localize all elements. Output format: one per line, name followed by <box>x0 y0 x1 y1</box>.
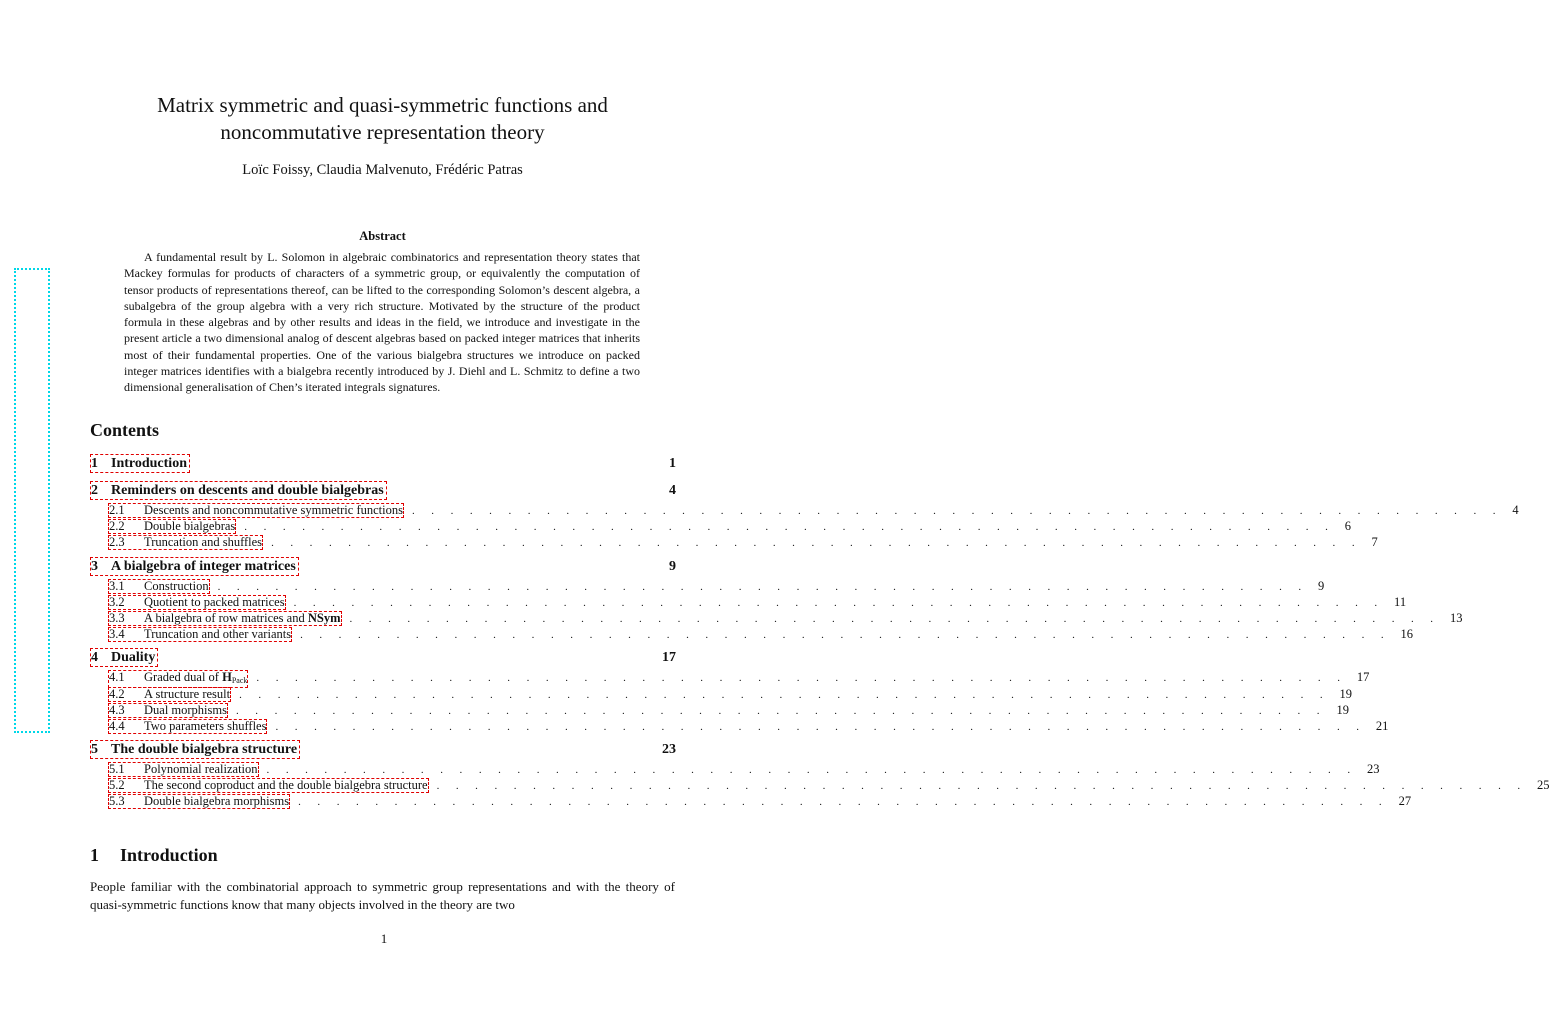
toc-section-page: 1 <box>669 456 676 471</box>
toc-section-title: Introduction <box>111 456 187 471</box>
toc-section-page: 4 <box>669 483 676 498</box>
toc-section-number: 2 <box>91 483 98 498</box>
toc-section <box>90 453 676 475</box>
toc-subsection-math: H <box>222 670 232 685</box>
toc-subsection-number: 3.1 <box>109 578 125 593</box>
toc-dot-leader: . . . . . . . . . . . . . . . . . . . . . . . . . . . . . . . . . . . . . . . . . . . . . . . . . . . . . . . . . <box>293 596 1385 609</box>
toc-subsection-title: A bialgebra of row matrices and <box>144 610 305 625</box>
toc-subsection-title: Polynomial realization <box>144 762 258 777</box>
toc-subsection-page: 21 <box>1375 718 1389 733</box>
toc-dot-leader: . . . . . . . . . . . . . . . . . . . . . . . . . . . . . . . . . . . . . . . . . . . . . . . . . . . . . . . . . <box>235 704 1327 717</box>
introduction-paragraph: People familiar with the combinatorial approach to symmetric group representations and with the theory of quasi-symmetric functions know that many objects involved in the theory are two <box>90 879 675 912</box>
toc-subsection-number: 3.2 <box>109 594 125 609</box>
toc-subsection-title: The second coproduct and the double bialgebra structure <box>144 778 428 793</box>
toc-dot-leader: . . . . . . . . . . . . . . . . . . . . . . . . . . . . . . . . . . . . . . . . . . . . . . . . . . . . . . . . . <box>244 521 1335 534</box>
section-heading-introduction <box>90 845 218 866</box>
toc-subsection-link[interactable] <box>108 595 286 610</box>
toc-subsection-page: 23 <box>1366 762 1380 777</box>
toc-subsection-link[interactable] <box>108 703 228 718</box>
toc-section <box>90 739 1550 810</box>
toc-subsection-subscript: Pack <box>231 676 248 686</box>
toc-subsection-link[interactable] <box>108 579 210 594</box>
toc-subsection-row <box>90 534 1378 550</box>
toc-subsection-row <box>90 718 1389 734</box>
toc-section-row <box>90 556 676 578</box>
toc-subsection-link[interactable] <box>108 762 259 777</box>
toc-dot-leader: . . . . . . . . . . . . . . . . . . . . . . . . . . . . . . . . . . . . . . . . . . . . . . . . . . . . . . . . . <box>217 580 1309 593</box>
toc-section-link[interactable] <box>90 740 300 759</box>
toc-subsection-row <box>90 502 1519 518</box>
toc-subsection-title: Construction <box>144 578 209 593</box>
toc-subsection-number: 5.2 <box>109 778 125 793</box>
toc-subsection-title: Two parameters shuffles <box>144 718 267 733</box>
toc-section-row <box>90 480 676 502</box>
toc-subsection-row <box>90 686 1353 702</box>
toc-subsection-page: 19 <box>1339 686 1353 701</box>
toc-subsection-link[interactable] <box>108 611 342 626</box>
toc-section-page: 9 <box>669 558 676 574</box>
toc-section-number: 4 <box>91 650 98 666</box>
toc-subsection-title: Truncation and shuffles <box>144 535 263 550</box>
toc-subsection-row <box>90 518 1351 534</box>
toc-section <box>90 556 1463 643</box>
toc-subsection-row <box>90 761 1380 777</box>
paper-title: Matrix symmetric and quasi-symmetric functions and noncommutative representation theory <box>157 93 608 144</box>
toc-subsection-link[interactable] <box>108 719 267 734</box>
toc-subsection-title: Double bialgebra morphisms <box>144 794 290 809</box>
section-title: Introduction <box>120 845 218 865</box>
toc-section-link[interactable] <box>90 648 158 667</box>
toc-subsection-title: Truncation and other variants <box>144 627 292 642</box>
toc-subsection-link[interactable] <box>108 519 236 534</box>
toc-section-link[interactable] <box>90 481 387 500</box>
toc-dot-leader: . . . . . . . . . . . . . . . . . . . . . . . . . . . . . . . . . . . . . . . . . . . . . . . . . . . . . . . . . <box>411 505 1503 517</box>
toc-subsection-row <box>90 610 1463 626</box>
toc-subsection-row <box>90 578 1325 594</box>
toc-subsection-page: 6 <box>1344 519 1351 534</box>
toc-subsection-number: 2.3 <box>109 535 125 550</box>
toc-subsection-row <box>90 669 1370 686</box>
toc-subsection-link[interactable] <box>108 535 263 550</box>
toc-section-row <box>90 453 676 475</box>
toc-section-page: 17 <box>662 650 676 666</box>
toc-subsection-title: Double bialgebras <box>144 519 236 534</box>
toc-subsection-link[interactable] <box>108 627 292 642</box>
toc-subsection-number: 4.1 <box>109 670 125 685</box>
toc-section-link[interactable] <box>90 454 190 473</box>
toc-subsection-number: 2.1 <box>109 503 125 517</box>
abstract-heading: Abstract <box>359 229 406 243</box>
toc-subsection-row <box>90 702 1349 718</box>
toc-subsection-number: 5.1 <box>109 762 125 777</box>
toc-subsection-number: 4.4 <box>109 718 125 733</box>
toc-subsection-title: Dual morphisms <box>144 702 227 717</box>
toc-subsection-title: A structure result <box>144 686 231 701</box>
page-number: 1 <box>380 931 388 946</box>
toc-subsection-title: Descents and noncommutative symmetric functions <box>144 503 403 517</box>
toc-dot-leader: . . . . . . . . . . . . . . . . . . . . . . . . . . . . . . . . . . . . . . . . . . . . . . . . . . . . . . . . . <box>298 796 1389 809</box>
toc-subsection-number: 5.3 <box>109 794 125 809</box>
toc-subsection-number: 3.3 <box>109 610 125 625</box>
toc-subsection-link[interactable] <box>108 687 231 702</box>
toc-subsection-number: 4.3 <box>109 702 125 717</box>
table-of-contents <box>90 450 1550 810</box>
toc-dot-leader: . . . . . . . . . . . . . . . . . . . . . . . . . . . . . . . . . . . . . . . . . . . . . . . . . . . . . . . . . <box>266 764 1357 777</box>
toc-section-title: Duality <box>111 650 156 666</box>
toc-dot-leader: . . . . . . . . . . . . . . . . . . . . . . . . . . . . . . . . . . . . . . . . . . . . . . . . . . . . . . . . . <box>271 537 1362 550</box>
toc-subsection-link[interactable] <box>108 778 429 793</box>
toc-section-row <box>90 739 676 761</box>
toc-subsection-row <box>90 594 1407 610</box>
annotation-link-box[interactable] <box>14 268 50 733</box>
toc-subsection-title: Quotient to packed matrices <box>144 594 285 609</box>
toc-subsection-page: 19 <box>1336 702 1349 717</box>
toc-section-title: A bialgebra of integer matrices <box>111 558 296 574</box>
toc-section-page: 23 <box>662 742 676 758</box>
toc-section-title: Reminders on descents and double bialgebras <box>111 483 384 498</box>
contents-heading: Contents <box>90 420 160 440</box>
toc-subsection-number: 4.2 <box>109 686 125 701</box>
toc-section <box>90 480 1519 551</box>
toc-subsection-row <box>90 626 1414 642</box>
toc-section-number: 1 <box>91 456 98 471</box>
toc-subsection-page: 13 <box>1449 610 1463 625</box>
toc-subsection-page: 9 <box>1318 578 1325 593</box>
toc-dot-leader: . . . . . . . . . . . . . . . . . . . . . . . . . . . . . . . . . . . . . . . . . . . . . . . . . . . . . . . . . <box>349 612 1440 625</box>
toc-subsection-page: 27 <box>1398 794 1412 809</box>
toc-subsection-page: 25 <box>1537 778 1550 793</box>
abstract-body: A fundamental result by L. Solomon in algebraic combinatorics and representation theory states that Mackey formulas for products of characters of a symmetric group, or equivalently the computation of tensor products of representations thereof, can be lifted to the corresponding Solomon’s descent algebra, a subalgebra of the group algebra with a very rich structure. Motivated by the structure of the product formula in these algebras and by other results and ideas in the field, we introduce and investigate in the present article a two dimensional analog of descent algebras based on packed integer matrices that inherits most of their fundamental properties. One of the various bialgebra structures we introduce on packed integer matrices identifies with a bialgebra recently introduced by J. Diehl and L. Schmitz to define a two dimensional generalisation of Chen’s iterated integrals signatures. <box>124 250 640 395</box>
toc-subsection-row <box>90 793 1412 809</box>
author-list: Loïc Foissy, Claudia Malvenuto, Frédéric Patras <box>242 162 523 178</box>
toc-dot-leader: . . . . . . . . . . . . . . . . . . . . . . . . . . . . . . . . . . . . . . . . . . . . . . . . . . . . . . . . . <box>239 688 1330 701</box>
toc-subsection-page: 7 <box>1371 535 1378 550</box>
toc-subsection-page: 11 <box>1394 594 1407 609</box>
toc-subsection-page: 17 <box>1356 670 1370 685</box>
toc-subsection-link[interactable] <box>108 794 290 809</box>
toc-dot-leader: . . . . . . . . . . . . . . . . . . . . . . . . . . . . . . . . . . . . . . . . . . . . . . . . . . . . . . . . . <box>300 629 1391 642</box>
toc-subsection-page: 4 <box>1512 503 1519 517</box>
toc-section <box>90 647 1389 734</box>
toc-subsection-math: NSym <box>307 610 341 625</box>
toc-subsection-number: 2.2 <box>109 519 125 534</box>
section-number: 1 <box>90 845 99 865</box>
toc-subsection-page: 16 <box>1400 627 1414 642</box>
toc-section-title: The double bialgebra structure <box>111 742 298 758</box>
toc-dot-leader: . . . . . . . . . . . . . . . . . . . . . . . . . . . . . . . . . . . . . . . . . . . . . . . . . . . . . . . . . <box>275 720 1366 733</box>
toc-section-link[interactable] <box>90 557 299 576</box>
toc-subsection-row <box>90 777 1550 793</box>
toc-dot-leader: . . . . . . . . . . . . . . . . . . . . . . . . . . . . . . . . . . . . . . . . . . . . . . . . . . . . . . . . . <box>256 672 1347 685</box>
toc-section-number: 5 <box>91 742 98 758</box>
toc-section-row <box>90 647 676 669</box>
toc-section-number: 3 <box>91 558 98 574</box>
toc-subsection-link[interactable] <box>108 503 404 518</box>
toc-subsection-title: Graded dual of <box>144 670 219 685</box>
toc-dot-leader: . . . . . . . . . . . . . . . . . . . . . . . . . . . . . . . . . . . . . . . . . . . . . . . . . . . . . . . . . <box>436 780 1528 793</box>
toc-subsection-number: 3.4 <box>109 627 125 642</box>
